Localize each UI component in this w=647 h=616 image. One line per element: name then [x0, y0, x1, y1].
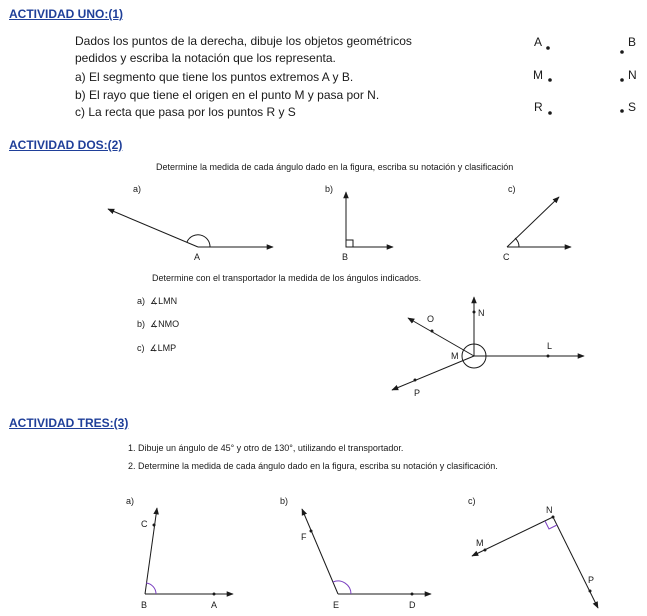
point-n2-label: N: [478, 308, 485, 318]
angle-cba-figure: [145, 508, 233, 594]
figure-c-label: c): [508, 184, 516, 194]
point-p3-dot: [589, 590, 592, 593]
point-n3-dot: [552, 516, 555, 519]
point-a-label: A: [534, 35, 543, 49]
figure3-a-label: a): [126, 496, 135, 506]
figure3-b-label: b): [280, 496, 289, 506]
angle-b-figure: [346, 192, 393, 247]
point-p3-label: P: [588, 575, 595, 585]
angle-c-vertex-label: C: [503, 252, 510, 262]
point-b3-label: B: [141, 600, 148, 610]
angle-item-a-value: ∡LMN: [150, 296, 178, 306]
angle-fed-figure: [302, 509, 431, 594]
angle-item-b-label: b): [137, 319, 146, 329]
point-o-label: O: [427, 314, 435, 324]
point-l-dot: [547, 355, 550, 358]
point-m2-label: M: [451, 351, 459, 361]
angle-b-vertex-label: B: [342, 252, 349, 262]
point-b-label: B: [628, 35, 637, 49]
point-m3-label: M: [476, 538, 484, 548]
point-d-label: D: [409, 600, 416, 610]
activity-three-item1: 1. Dibuje un ángulo de 45° y otro de 130°, utilizando el transportador.: [128, 443, 404, 453]
angles-lmn-figure: [392, 297, 584, 390]
point-a-dot: [546, 46, 550, 50]
angle-item-c-label: c): [137, 343, 145, 353]
point-s-label: S: [628, 100, 637, 114]
point-f-dot: [310, 530, 313, 533]
point-m-dot: [548, 78, 552, 82]
point-n2-dot: [473, 311, 476, 314]
point-p-dot: [414, 379, 417, 382]
activity-two-heading: ACTIVIDAD DOS:(2): [9, 138, 123, 152]
point-f-label: F: [301, 532, 307, 542]
point-n-label: N: [628, 68, 637, 82]
activity-two-instruction1: Determine la medida de cada ángulo dado en la figura, escriba su notación y clasificación: [156, 162, 514, 172]
activity-one-item-b: b) El rayo que tiene el origen en el punto M y pasa por N.: [75, 88, 380, 102]
angle-item-b-value: ∡NMO: [150, 319, 180, 329]
figure3-c-label: c): [468, 496, 476, 506]
activity-one-line1: Dados los puntos de la derecha, dibuje los objetos geométricos: [75, 34, 412, 48]
activity-two-instruction2: Determine con el transportador la medida de los ángulos indicados.: [152, 273, 422, 283]
point-r-dot: [548, 111, 552, 115]
point-c3-label: C: [141, 519, 148, 529]
angle-item-a-label: a): [137, 296, 146, 306]
angle-c-figure: [507, 197, 571, 247]
activity-one-item-c: c) La recta que pasa por los puntos R y S: [75, 105, 296, 119]
point-s-dot: [620, 109, 624, 113]
point-d-dot: [411, 593, 414, 596]
angle-a-vertex-label: A: [194, 252, 201, 262]
activity-one-line2: pedidos y escriba la notación que los representa.: [75, 51, 336, 65]
point-e-label: E: [333, 600, 340, 610]
figure-a-label: a): [133, 184, 142, 194]
activity-one-heading: ACTIVIDAD UNO:(1): [9, 7, 123, 21]
activity-one-points: [533, 35, 637, 115]
point-n-dot: [620, 78, 624, 82]
point-p-label: P: [414, 388, 421, 398]
point-m3-dot: [484, 549, 487, 552]
point-c3-dot: [153, 524, 156, 527]
point-r-label: R: [534, 100, 543, 114]
angle-mnp-figure: [472, 517, 598, 608]
activity-one-item-a: a) El segmento que tiene los puntos extremos A y B.: [75, 70, 354, 84]
angle-item-c-value: ∡LMP: [149, 343, 177, 353]
point-o-dot: [431, 330, 434, 333]
point-a3-dot: [213, 593, 216, 596]
point-a3-label: A: [211, 600, 218, 610]
activity-three-heading: ACTIVIDAD TRES:(3): [9, 416, 129, 430]
point-b-dot: [620, 50, 624, 54]
figure-b-label: b): [325, 184, 334, 194]
point-m-label: M: [533, 68, 543, 82]
point-l-label: L: [547, 341, 553, 351]
point-n3-label: N: [546, 505, 553, 515]
activity-three-item2: 2. Determine la medida de cada ángulo dado en la figura, escriba su notación y clasificación.: [128, 461, 498, 471]
angle-a-figure: [108, 209, 273, 247]
